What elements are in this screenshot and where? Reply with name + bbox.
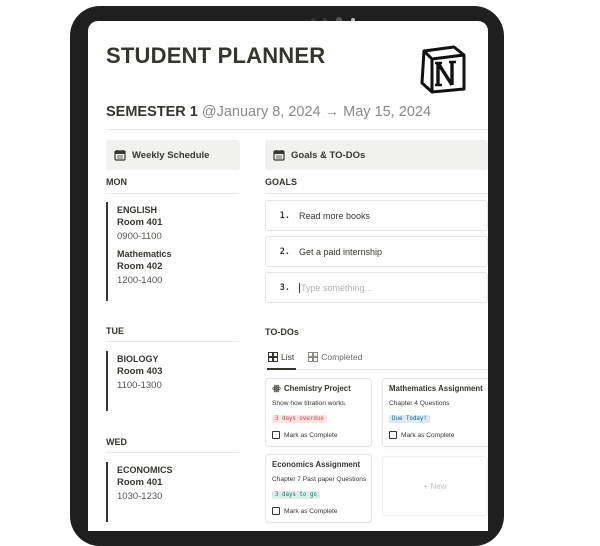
todo-card[interactable]	[382, 378, 488, 447]
class-subject: ECONOMICS	[117, 465, 173, 475]
calendar-icon	[114, 149, 126, 161]
notion-page	[88, 21, 488, 531]
tab-label: Completed	[321, 352, 363, 362]
todo-card[interactable]	[265, 378, 372, 447]
tab-list[interactable]	[268, 352, 294, 362]
day-divider	[106, 452, 239, 453]
semester-label: SEMESTER 1	[106, 104, 198, 120]
class-room: Room 402	[117, 261, 163, 272]
goal-item[interactable]	[265, 236, 488, 267]
tab-label: List	[281, 352, 295, 362]
goal-item[interactable]	[265, 200, 488, 231]
checkbox[interactable]	[389, 431, 397, 439]
goals-label: GOALS	[265, 177, 298, 187]
page-title: STUDENT PLANNER	[106, 43, 326, 68]
card-description: Chapter 7 Past paper Questions	[272, 476, 367, 483]
tab-completed[interactable]	[308, 352, 362, 362]
weekly-schedule-title: Weekly Schedule	[132, 149, 210, 161]
section-divider	[265, 193, 488, 194]
grid-icon	[308, 352, 318, 362]
card-title: Economics Assignment	[272, 460, 361, 469]
schedule-block-wed[interactable]	[106, 462, 240, 522]
goal-text: Get a paid internship	[299, 246, 383, 257]
tabs-divider	[265, 369, 488, 370]
day-label-wed: WED	[106, 437, 127, 447]
status-badge: Due Today!	[389, 415, 430, 423]
day-label-mon: MON	[106, 177, 127, 187]
checkbox-label: Mark as Complete	[284, 507, 338, 515]
todo-card[interactable]	[265, 454, 372, 523]
goal-number: 2.	[279, 246, 290, 257]
card-description: Show how titration works.	[272, 400, 347, 407]
class-room: Room 401	[117, 477, 163, 488]
class-time: 1100-1300	[117, 380, 162, 391]
goals-todos-header[interactable]	[265, 140, 488, 170]
class-time: 0900-1100	[117, 231, 162, 242]
view-tabs	[268, 352, 376, 362]
mark-complete-checkbox[interactable]	[389, 431, 488, 439]
day-divider	[106, 193, 239, 194]
checkbox-label: Mark as Complete	[284, 431, 338, 439]
goal-placeholder: Type something...	[301, 282, 373, 293]
day-label-tue: TUE	[106, 326, 124, 336]
new-card-button[interactable]	[382, 456, 488, 516]
class-subject: BIOLOGY	[117, 354, 159, 364]
mark-complete-checkbox[interactable]	[272, 507, 371, 515]
new-card-label: + New	[423, 481, 447, 491]
notion-logo-icon	[418, 43, 468, 95]
grid-icon	[268, 352, 278, 362]
active-tab-underline	[267, 368, 296, 370]
new-goal-input[interactable]	[265, 272, 488, 303]
card-title: Mathematics Assignment	[389, 384, 483, 393]
schedule-block-mon[interactable]	[106, 202, 240, 301]
class-time: 1030-1230	[117, 491, 163, 502]
calendar-icon	[273, 149, 285, 161]
atom-icon	[272, 384, 281, 393]
checkbox[interactable]	[272, 507, 280, 515]
class-room: Room 403	[117, 366, 163, 377]
status-badge: 3 days to go	[272, 491, 320, 499]
day-divider	[106, 341, 239, 342]
class-time: 1200-1400	[117, 275, 163, 286]
text-caret	[299, 283, 300, 293]
class-room: Room 401	[117, 217, 163, 228]
schedule-block-tue[interactable]	[106, 351, 240, 411]
goal-number: 3.	[279, 282, 290, 293]
divider	[106, 129, 488, 130]
todos-label: TO-DOs	[265, 327, 299, 337]
semester-property	[106, 104, 431, 120]
card-description: Chapter 4 Questions	[389, 400, 450, 407]
goal-text: Read more books	[299, 210, 371, 221]
class-subject: Mathematics	[117, 249, 172, 259]
class-subject: ENGLISH	[117, 205, 158, 215]
mark-complete-checkbox[interactable]	[272, 431, 371, 439]
semester-dates[interactable]: @January 8, 2024 → May 15, 2024	[201, 104, 432, 120]
card-title: Chemistry Project	[284, 384, 351, 393]
weekly-schedule-header[interactable]	[106, 140, 240, 170]
goals-todos-title: Goals & TO-DOs	[291, 149, 366, 161]
status-badge: 3 days overdue	[272, 415, 327, 423]
checkbox-label: Mark as Complete	[401, 431, 455, 439]
goal-number: 1.	[279, 210, 290, 221]
checkbox[interactable]	[272, 431, 280, 439]
